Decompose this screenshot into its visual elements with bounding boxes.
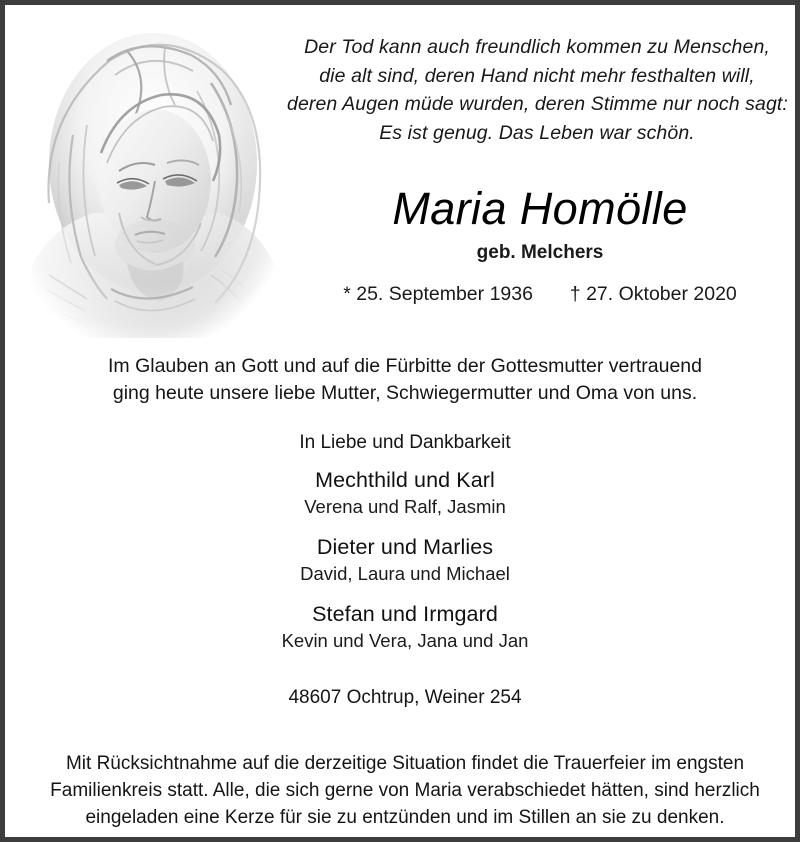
memorial-verse (287, 33, 787, 147)
address-line: 48607 Ochtrup, Weiner 254 (288, 687, 522, 708)
maiden-name: geb. Melchers (476, 242, 604, 263)
birth-date: 25. September 1936 (356, 283, 533, 305)
family-list (45, 466, 765, 653)
verse-line-4: Es ist genug. Das Leben war schön. (379, 121, 695, 144)
family-parents: Mechthild und Karl (315, 468, 495, 492)
funeral-note (35, 750, 775, 831)
dedication-text: In Liebe und Dankbarkeit (299, 432, 511, 453)
family-group (45, 533, 765, 586)
life-dates (290, 281, 790, 307)
notice-inner (5, 5, 795, 837)
funeral-note-line-2: Familienkreis statt. Alle, die sich gerne von Maria verabschiedet hätten, sind herzlich (50, 780, 760, 801)
verse-line-2: die alt sind, deren Hand nicht mehr festhalten will, (319, 64, 755, 87)
intro-line-1: Im Glauben an Gott und auf die Fürbitte der Gottesmutter vertrauend (108, 355, 702, 377)
family-parents: Dieter und Marlies (316, 535, 494, 559)
death-cross-icon: † (569, 283, 581, 305)
funeral-note-line-1: Mit Rücksichtnahme auf die derzeitige Situation findet die Trauerfeier im engsten (65, 753, 745, 774)
birth-star-icon: * (343, 283, 351, 305)
family-children: Kevin und Vera, Jana und Jan (281, 630, 529, 651)
deceased-name: Maria Homölle (392, 183, 688, 234)
family-group (45, 600, 765, 653)
death-date: 27. Oktober 2020 (586, 283, 737, 305)
family-children: David, Laura und Michael (300, 563, 510, 584)
deceased-name-block (290, 183, 790, 307)
family-group (45, 466, 765, 519)
intro-paragraph (45, 353, 765, 407)
verse-line-3: deren Augen müde wurden, deren Stimme nur noch sagt: (287, 93, 788, 115)
family-parents: Stefan und Irmgard (312, 602, 498, 626)
funeral-note-line-3: eingeladen eine Kerze für sie zu entzünden und im Stillen an sie zu denken. (85, 807, 725, 828)
intro-line-2: ging heute unsere liebe Mutter, Schwiegermutter und Oma von uns. (112, 382, 698, 404)
verse-line-1: Der Tod kann auch freundlich kommen zu Menschen, (304, 36, 770, 58)
family-children: Verena und Ralf, Jasmin (304, 496, 506, 517)
madonna-pieta-image (15, 13, 290, 348)
